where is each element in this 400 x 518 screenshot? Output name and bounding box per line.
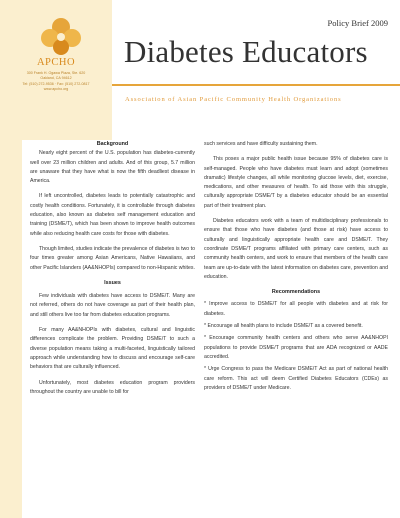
right-column <box>204 140 388 393</box>
org-address-line: www.apcho.org <box>43 87 69 92</box>
org-sidebar <box>0 0 112 140</box>
recommendation-item: * Encourage all health plans to include DSME/T as a covered benefit. <box>204 323 363 330</box>
recommendation-item: * Urge Congress to pass the Medicare DSME/T Act as part of national health care reform. This act will deem Certified Diabetes Educators (CDEs) as providers of DSME/T under Medicare. <box>204 366 388 391</box>
recommendations-heading: Recommendations <box>271 289 321 296</box>
org-address-line: 300 Frank H. Ogawa Plaza, Ste. 620 <box>26 71 86 75</box>
org-address <box>0 71 112 93</box>
org-tagline: Association of Asian Pacific Community Health Organizations <box>125 96 342 103</box>
issues-paragraph: Unfortunately, most diabetes education program providers throughout the country are unable to bill for <box>30 379 195 395</box>
title-divider <box>112 84 400 86</box>
issues-heading: Issues <box>104 279 121 286</box>
org-name: APCHO <box>36 57 76 68</box>
recommendation-item: * Improve access to DSME/T for all people with diabetes and at risk for diabetes. <box>204 301 388 317</box>
left-accent-stripe <box>0 140 22 518</box>
body-paragraph: such services and have difficulty sustaining them. <box>204 141 318 147</box>
org-address-line: Tel: (510) 272-9536 · Fax: (510) 272-0817 <box>22 81 90 86</box>
policy-brief-label: Policy Brief 2009 <box>327 18 388 28</box>
body-paragraph: Diabetes educators work with a team of multidisciplinary professionals to ensure that those who have diabetes (and those at risk) have access to culturally and linguistically appropriate health care and DSME/T. They coordinate DSME/T programs affiliated with primary care centers, such as community health centers, and work to ensure that members of the health care team are up-to-date with the latest information on diabetes care, prevention and education. <box>204 218 388 280</box>
background-paragraph: Though limited, studies indicate the prevalence of diabetes is two to four times greater among Asian Americans, Native Hawaiians, and other Pacific Islanders (AA&NHOPIs) compared to non-Hispanic whites. <box>30 245 195 271</box>
left-column <box>30 140 195 397</box>
org-address-line: Oakland, CA 94612 <box>40 76 72 81</box>
body-paragraph: This poses a major public health issue because 95% of diabetes care is self-managed. People who have diabetes must learn and adopt (sometimes dramatic) lifestyle changes, all while monitoring glucose levels, diet, exercise, medications, and other measures of health. To aid those with this struggle, culturally appropriate DSME/T by a diabetes educator should be an essential part of their treatment plan. <box>204 156 388 209</box>
recommendation-item: * Encourage community health centers and others who serve AA&NHOPI populations to provide DSME/T programs that are ADA recognized or AADE accredited. <box>204 335 388 360</box>
issues-paragraph: For many AA&NHOPIs with diabetes, cultural and linguistic differences complicate the problem. Providing DSME/T to such a diverse population means taking a multi-faceted, linguistically tailored approach while understanding how to discuss and encourage self-care behaviors that are culturally influenced. <box>30 327 195 371</box>
background-paragraph: Nearly eight percent of the U.S. population has diabetes-currently well over 23 million children and adults. And of this group, 5.7 million are unaware that they have what is now the fifth deadliest disease in America. <box>30 150 195 185</box>
page-title: Diabetes Educators <box>124 34 368 69</box>
apcho-logo-icon <box>38 14 84 56</box>
background-heading: Background <box>96 141 129 147</box>
background-paragraph: If left uncontrolled, diabetes leads to potentially catastrophic and costly health conditions. Fortunately, it is controllable through diabetes education, also known as diabetes self management education and training (DSME/T), which has been shown to improve health outcomes while also reducing health care costs for those with diabetes. <box>30 193 195 237</box>
issues-paragraph: Few individuals with diabetes have access to DSME/T. Many are not referred, others do not have coverage as part of their health plan, and still others live too far from diabetes education programs. <box>30 293 195 318</box>
